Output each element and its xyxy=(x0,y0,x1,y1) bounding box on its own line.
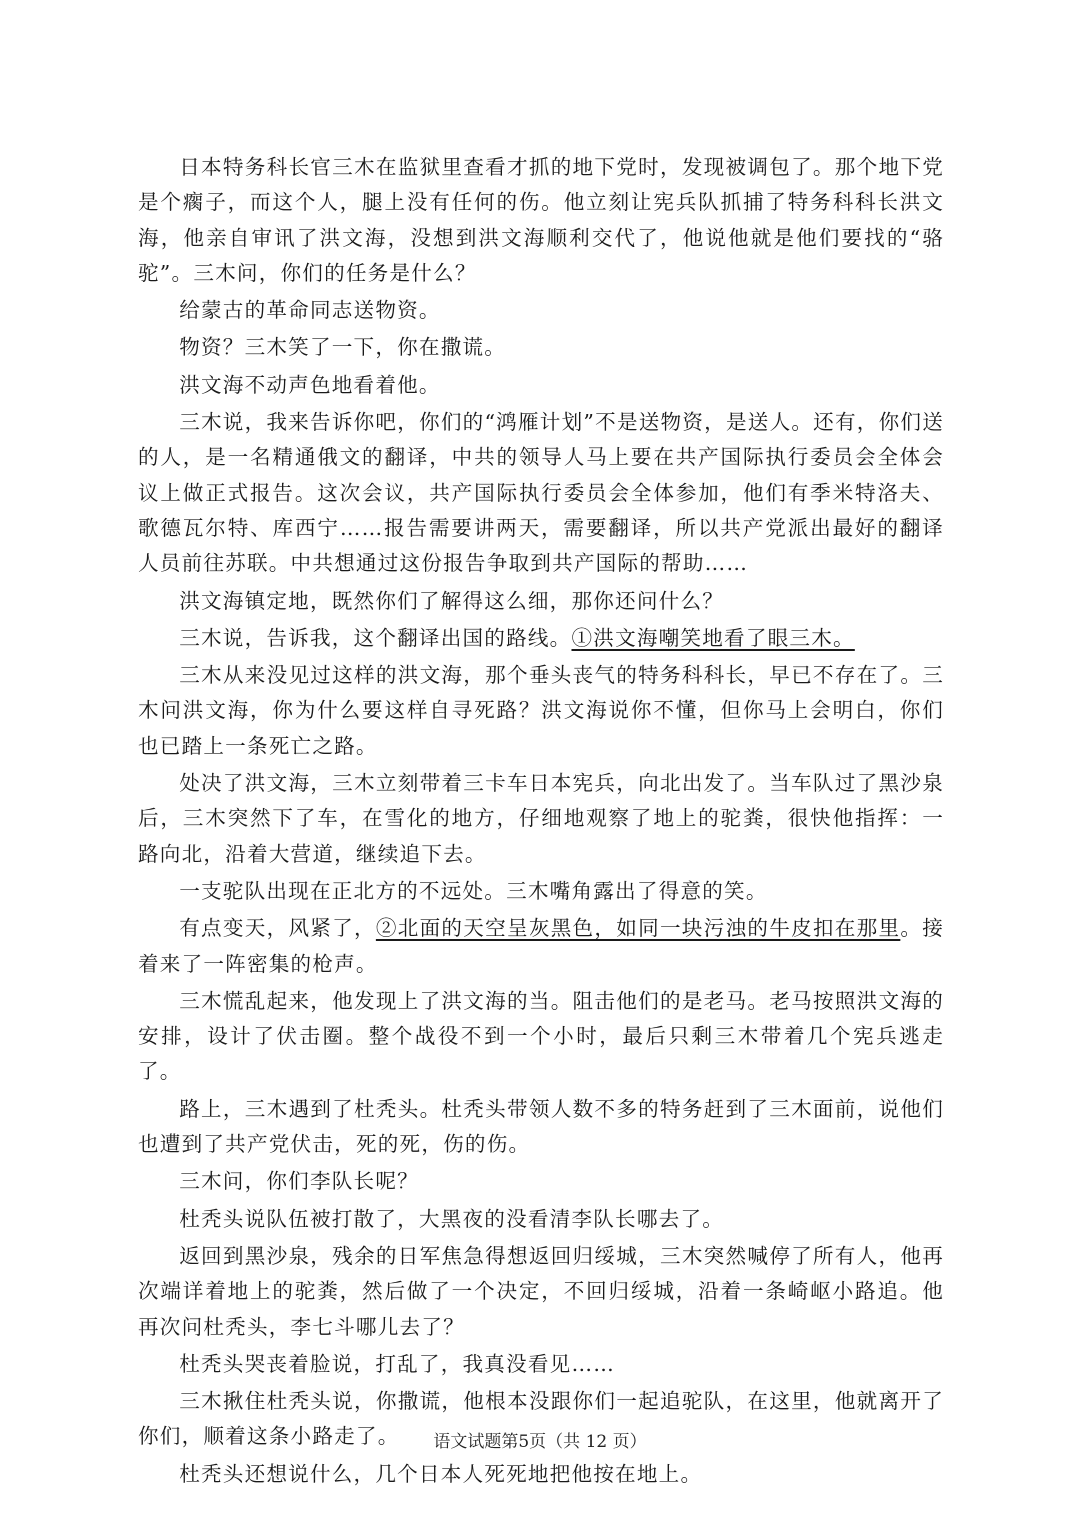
paragraph-text: 三木说，告诉我，这个翻译出国的路线。 xyxy=(179,625,572,650)
paragraph xyxy=(138,911,944,982)
paragraph: 三木从来没见过这样的洪文海，那个垂头丧气的特务科科长，早已不存在了。三木问洪文海，你为什么要这样自寻死路？洪文海说你不懂，但你马上会明白，你们也已踏上一条死亡之路。 xyxy=(138,663,944,758)
paragraph: 给蒙古的革命同志送物资。 xyxy=(179,298,441,323)
paragraph: 洪文海镇定地，既然你们了解得这么细，那你还问什么？ xyxy=(179,588,725,613)
paragraph: 洪文海不动声色地看着他。 xyxy=(179,372,441,397)
paragraph-text: 有点变天，风紧了， xyxy=(179,916,376,941)
paragraph: 日本特务科长官三木在监狱里查看才抓的地下党时，发现被调包了。那个地下党是个瘸子，而这个人，腿上没有任何的伤。他立刻让宪兵队抓捕了特务科科长洪文海，他亲自审讯了洪文海，没想到洪文海顺利交代了，他说他就是他们要找的“骆驼”。三木问，你们的任务是什么？ xyxy=(138,155,944,285)
paragraph: 返回到黑沙泉，残余的日军焦急得想返回归绥城，三木突然喊停了所有人，他再次端详着地上的驼粪，然后做了一个决定，不回归绥城，沿着一条崎岖小路追。他再次问杜秃头，李七斗哪儿去了？ xyxy=(138,1243,944,1339)
passage-body xyxy=(138,150,944,1494)
paragraph: 杜秃头哭丧着脸说，打乱了，我真没看见…… xyxy=(179,1351,616,1376)
paragraph: 处决了洪文海，三木立刻带着三卡车日本宪兵，向北出发了。当车队过了黑沙泉后，三木突然下了车，在雪化的地方，仔细地观察了地上的驼粪，很快他指挥：一路向北，沿着大营道，继续追下去。 xyxy=(138,771,944,866)
underlined-sentence-1: ①洪文海嘲笑地看了眼三木。 xyxy=(571,625,855,650)
paragraph: 三木揪住杜秃头说，你撒谎，他根本没跟你们一起追驼队，在这里，他就离开了你们，顺着这条小路走了。 xyxy=(138,1389,944,1449)
paragraph: 三木说，我来告诉你吧，你们的“鸿雁计划”不是送物资，是送人。还有，你们送的人，是一名精通俄文的翻译，中共的领导人马上要在共产国际执行委员会全体会议上做正式报告。这次会议，共产国际执行委员会全体参加，他们有季米特洛夫、歌德瓦尔特、库西宁……报告需要讲两天，需要翻译，所以共产党派出最好的翻译人员前往苏联。中共想通过这份报告争取到共产国际的帮助…… xyxy=(138,410,944,576)
page-footer: 语文试题第5页（共 12 页） xyxy=(433,1432,647,1452)
paragraph: 三木慌乱起来，他发现上了洪文海的当。阻击他们的是老马。老马按照洪文海的安排，设计了伏击圈。整个战役不到一个小时，最后只剩三木带着几个宪兵逃走了。 xyxy=(138,988,944,1084)
paragraph: 杜秃头还想说什么，几个日本人死死地把他按在地上。 xyxy=(179,1461,703,1486)
paragraph: 物资？三木笑了一下，你在撒谎。 xyxy=(179,335,507,360)
paragraph: 杜秃头说队伍被打散了，大黑夜的没看清李队长哪去了。 xyxy=(179,1206,725,1231)
paragraph-text: 。接着来了一阵密集的枪声。 xyxy=(138,916,944,976)
paragraph xyxy=(138,621,944,656)
paragraph: 一支驼队出现在正北方的不远处。三木嘴角露出了得意的笑。 xyxy=(179,878,768,903)
underlined-sentence-2: ②北面的天空呈灰黑色，如同一块污浊的牛皮扣在那里 xyxy=(375,916,901,941)
paragraph: 三木问，你们李队长呢？ xyxy=(179,1169,419,1194)
paragraph: 路上，三木遇到了杜秃头。杜秃头带领人数不多的特务赶到了三木面前，说他们也遭到了共产党伏击，死的死，伤的伤。 xyxy=(138,1096,944,1157)
